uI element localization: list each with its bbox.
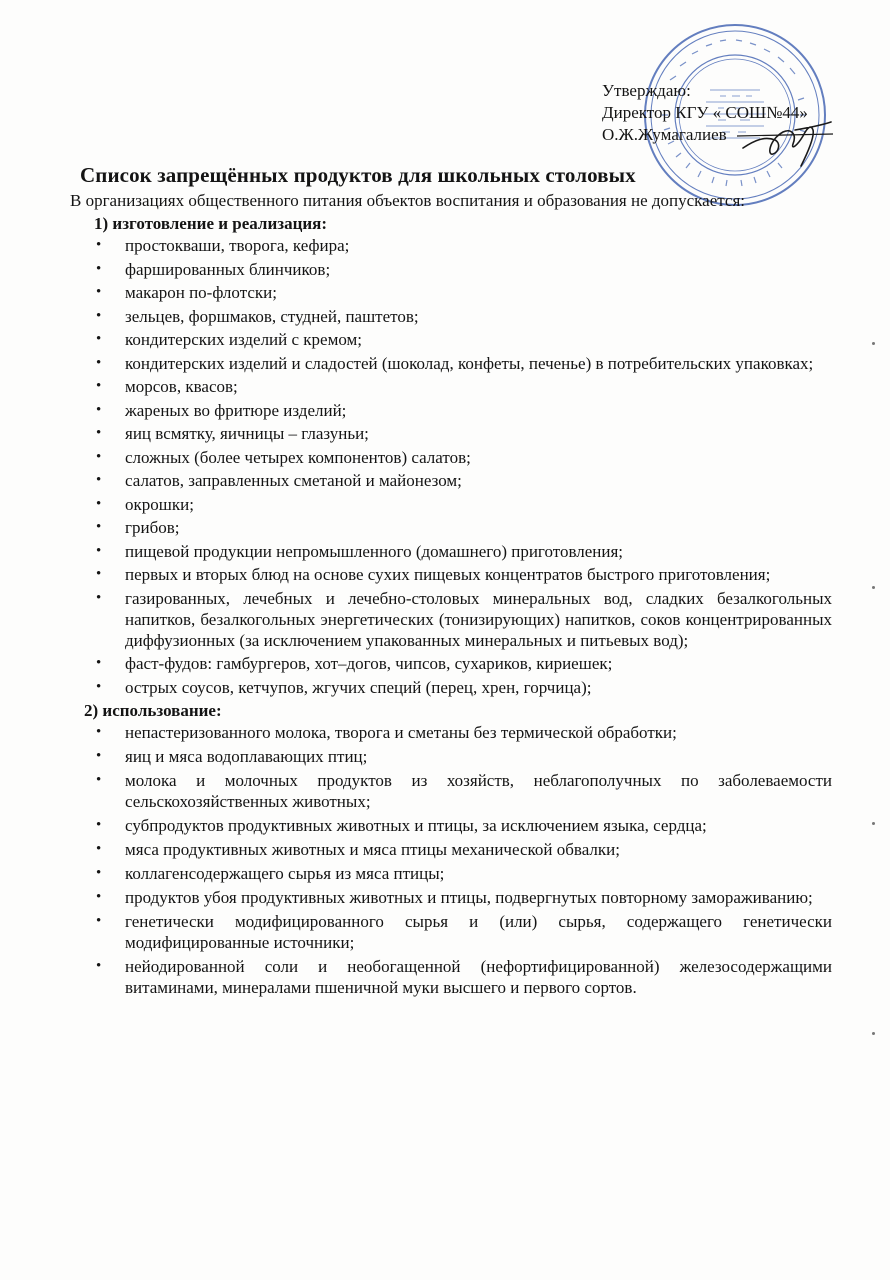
list-item [70, 564, 832, 585]
bullet-icon: • [96, 378, 102, 394]
list-item [70, 470, 832, 491]
bullet-icon: • [96, 284, 102, 300]
bullet-icon: • [96, 331, 102, 347]
list-item [70, 517, 832, 538]
list-item-text: молока и молочных продуктов из хозяйств, неблагополучных по заболеваемости сельскохозяйственных животных; [125, 771, 832, 811]
list-item [70, 329, 832, 350]
list-item-text: сложных (более четырех компонентов) салатов; [125, 447, 471, 467]
scan-mark [872, 1032, 875, 1035]
list-item [70, 235, 832, 256]
bullet-icon: • [96, 841, 102, 857]
list-item-text: коллагенсодержащего сырья из мяса птицы; [125, 864, 445, 883]
bullet-icon: • [96, 958, 102, 974]
list-item-text: нейодированной соли и необогащенной (нефортифицированной) железосодержащими витаминами, минералами пшеничной муки высшего и первого сортов. [125, 957, 832, 997]
bullet-icon: • [96, 566, 102, 582]
bullet-icon: • [96, 724, 102, 740]
list-item [70, 722, 832, 743]
list-item-text: генетически модифицированного сырья и (или) сырья, содержащего генетически модифицированные источники; [125, 912, 832, 952]
list-item-text: продуктов убоя продуктивных животных и птицы, подвергнутых повторному замораживанию; [125, 888, 813, 907]
bullet-icon: • [96, 495, 102, 512]
list-item-text: зельцев, форшмаков, студней, паштетов; [125, 306, 419, 326]
list-item-text: жареных во фритюре изделий; [125, 400, 347, 420]
bullet-icon: • [96, 354, 102, 371]
list-item [70, 956, 832, 998]
list-item [70, 911, 832, 953]
list-item [70, 447, 832, 468]
list-item [70, 376, 832, 397]
page-title: Список запрещённых продуктов для школьных столовых [80, 163, 636, 187]
list-item [70, 770, 832, 812]
list-item [70, 588, 832, 651]
list-item-text: окрошки; [125, 494, 194, 514]
list-item [70, 746, 832, 767]
section-2-heading: 2) использование: [84, 701, 222, 720]
list-item-text: непастеризованного молока, творога и сметаны без термической обработки; [125, 723, 677, 742]
list-item [70, 863, 832, 884]
list-item [70, 259, 832, 280]
list-item-text: яиц всмятку, яичницы – глазуньи; [125, 424, 369, 443]
list-item-text: кондитерских изделий с кремом; [125, 330, 363, 349]
list-item [70, 423, 832, 444]
list-item-text: кондитерских изделий и сладостей (шоколад, конфеты, печенье) в потребительских упаковках; [125, 353, 814, 373]
list-item [70, 887, 832, 908]
list-item-text: первых и вторых блюд на основе сухих пищевых концентратов быстрого приготовления; [125, 565, 771, 584]
intro-paragraph: В организациях общественного питания объектов воспитания и образования не допускается: [70, 191, 745, 210]
list-item [70, 839, 832, 860]
list-item-text: фаршированных блинчиков; [125, 259, 331, 279]
bullet-icon: • [96, 425, 102, 441]
list-item [70, 541, 832, 562]
bullet-icon: • [96, 237, 102, 253]
list-item-text: газированных, лечебных и лечебно-столовых минеральных вод, сладких безалкогольных напитков, безалкогольных энергетических (тонизирующих) напитков, соков концентрированных диффузионных (за исключением упакованных минеральных и питьевых вод); [125, 588, 832, 650]
bullet-icon: • [96, 913, 102, 929]
list-item [70, 353, 832, 374]
bullet-icon: • [96, 448, 102, 465]
list-item-text: мяса продуктивных животных и мяса птицы механической обвалки; [125, 840, 620, 859]
list-item-text: макарон по-флотски; [125, 283, 277, 302]
section-1-list [70, 235, 832, 698]
bullet-icon: • [96, 519, 102, 535]
list-item [70, 400, 832, 421]
bullet-icon: • [96, 472, 102, 488]
bullet-icon: • [96, 589, 102, 606]
bullet-icon: • [96, 748, 102, 764]
bullet-icon: • [96, 817, 102, 833]
section-1-heading: 1) изготовление и реализация: [94, 214, 328, 233]
list-item-text: салатов, заправленных сметаной и майонезом; [125, 471, 462, 490]
list-item-text: яиц и мяса водоплавающих птиц; [125, 747, 368, 766]
list-item [70, 494, 832, 515]
approval-director-name: О.Ж.Жумагалиев [602, 125, 727, 144]
bullet-icon: • [96, 889, 102, 905]
list-item [70, 815, 832, 836]
scan-mark [872, 822, 875, 825]
scan-mark [872, 342, 875, 345]
list-item-text: пищевой продукции непромышленного (домашнего) приготовления; [125, 541, 624, 561]
bullet-icon: • [96, 678, 102, 695]
list-item-text: субпродуктов продуктивных животных и птицы, за исключением языка, сердца; [125, 816, 707, 835]
bullet-icon: • [96, 655, 102, 671]
bullet-icon: • [96, 401, 102, 418]
list-item-text: фаст-фудов: гамбургеров, хот–догов, чипсов, сухариков, кириешек; [125, 654, 613, 673]
list-item-text: морсов, квасов; [125, 377, 238, 396]
bullet-icon: • [96, 542, 102, 559]
list-item [70, 282, 832, 303]
bullet-icon: • [96, 260, 102, 277]
bullet-icon: • [96, 307, 102, 324]
bullet-icon: • [96, 865, 102, 881]
list-item-text: простокваши, творога, кефира; [125, 236, 350, 255]
scan-mark [872, 586, 875, 589]
approval-label: Утверждаю: [602, 81, 691, 100]
bullet-icon: • [96, 772, 102, 788]
document-body [70, 190, 832, 1001]
list-item [70, 306, 832, 327]
list-item [70, 653, 832, 674]
list-item-text: грибов; [125, 518, 180, 537]
list-item-text: острых соусов, кетчупов, жгучих специй (перец, хрен, горчица); [125, 677, 592, 697]
signature [735, 110, 835, 170]
list-item [70, 677, 832, 698]
approval-position: Директор КГУ « СОШ№44» [602, 103, 808, 122]
section-2-list [70, 722, 832, 998]
